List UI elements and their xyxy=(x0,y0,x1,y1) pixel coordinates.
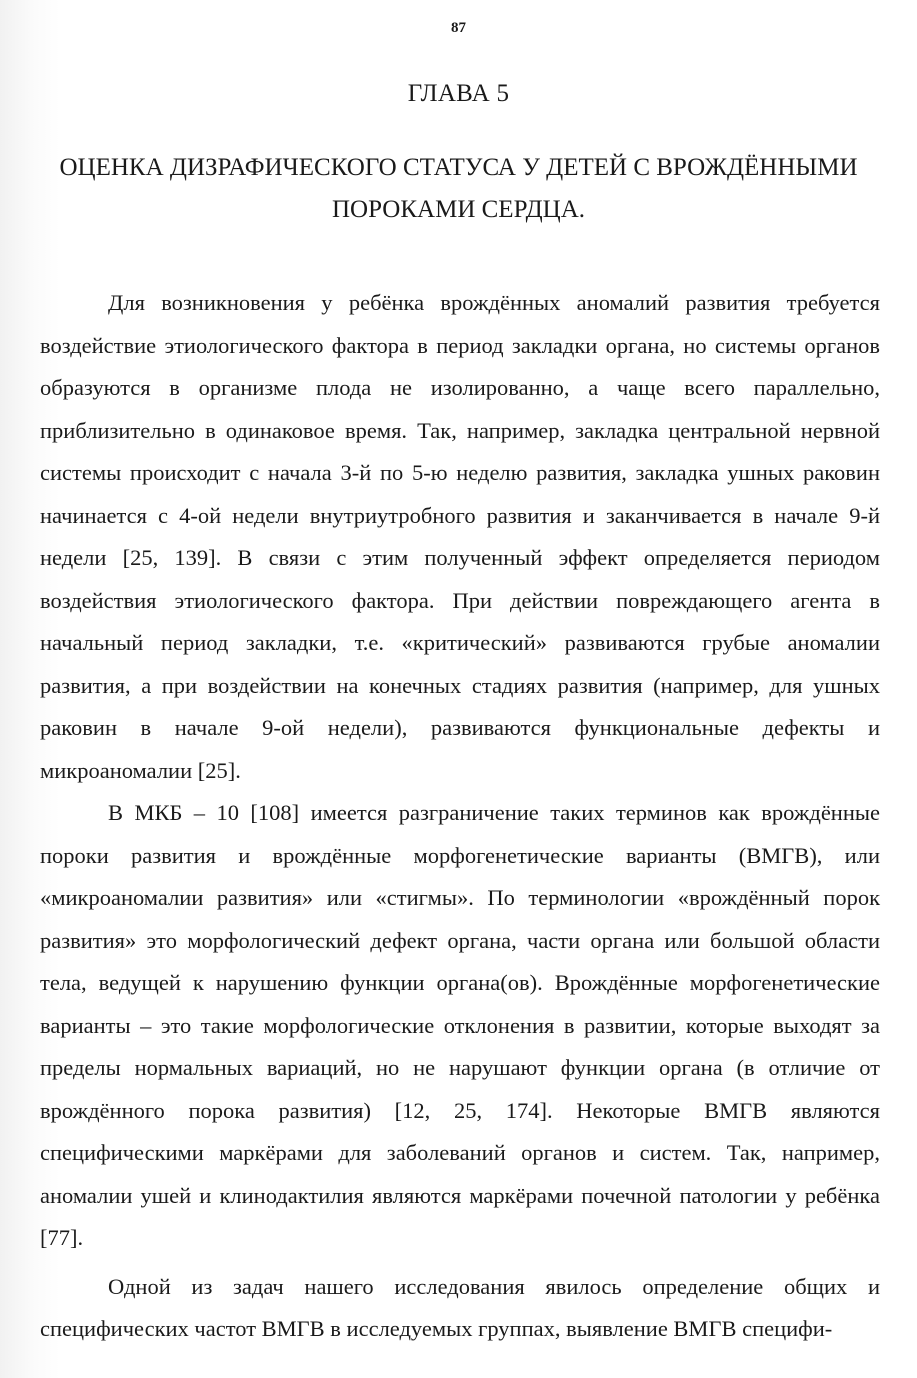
chapter-title-line: ОЦЕНКА ДИЗРАФИЧЕСКОГО СТАТУСА У ДЕТЕЙ С ВРОЖДЁННЫМИ xyxy=(59,154,858,181)
paragraph: В МКБ – 10 [108] имеется разграничение таких терминов как врождённые пороки развития и врождённые морфогенетические варианты (ВМГВ), или «микроаномалии развития» или «стигмы». По терминологии «врождённый порок развития» это морфологический дефект органа, части органа или большой области тела, ведущей к нарушению функции органа(ов). Врождённые морфогенетические варианты – это такие морфологические отклонения в развитии, которые выходят за пределы нормальных вариаций, но не нарушают функции органа (в отличие от врождённого порока развития) [12, 25, 174]. Некоторые ВМГВ являются специфическими маркёрами для заболеваний органов и систем. Так, например, аномалии ушей и клинодактилия являются маркёрами почечной патологии у ребёнка [77]. xyxy=(40,800,880,1250)
chapter-heading: ГЛАВА 5 xyxy=(407,80,510,107)
page-number: 87 xyxy=(451,20,466,36)
paragraph: Одной из задач нашего исследования явилось определение общих и специфических частот ВМГВ в исследуемых группах, выявление ВМГВ специфи- xyxy=(40,1273,880,1341)
paragraph: Для возникновения у ребёнка врождённых аномалий развития требуется воздействие этиологического фактора в период закладки органа, но системы органов образуются в организме плода не изолированно, а чаще всего параллельно, приблизительно в одинаковое время. Так, например, закладка центральной нервной системы происходит с начала 3-й по 5-ю неделю развития, закладка ушных раковин начинается с 4-ой недели внутриутробного развития и заканчивается в начале 9-й недели [25, 139]. В связи с этим полученный эффект определяется периодом воздействия этиологического фактора. При действии повреждающего агента в начальный период закладки, т.е. «критический» развиваются грубые аномалии развития, а при воздействии на конечных стадиях развития (например, для ушных раковин в начале 9-ой недели), развиваются функциональные дефекты и микроаномалии [25]. xyxy=(40,290,880,783)
body-text xyxy=(40,282,880,1351)
chapter-title xyxy=(40,147,877,231)
chapter-title-line: ПОРОКАМИ СЕРДЦА. xyxy=(331,196,585,223)
